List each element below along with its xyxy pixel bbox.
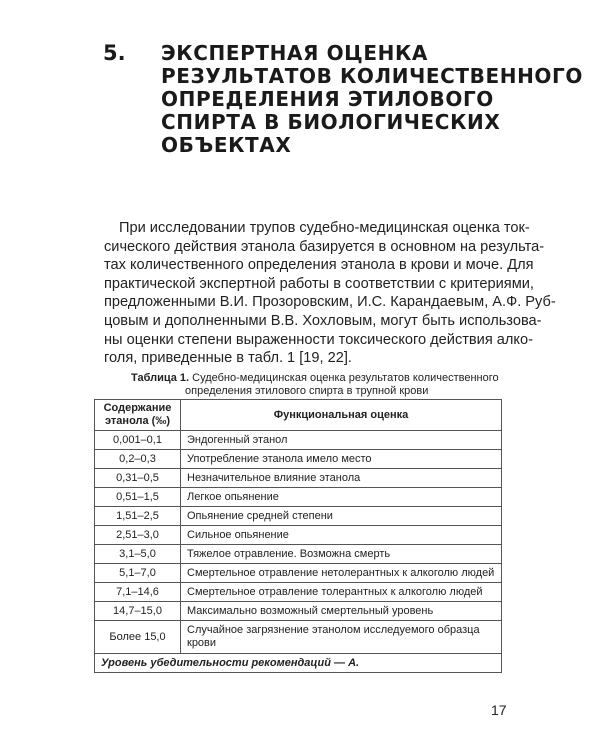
recommendation-level: Уровень убедительности рекомендаций — А.	[95, 654, 502, 673]
table-header-row	[95, 400, 502, 431]
table-row	[95, 583, 502, 602]
paragraph-line: тах количественного определения этанола в крови и моче. Для	[104, 257, 534, 274]
table-row	[95, 488, 502, 507]
assessment-cell: Максимально возможный смертельный уровень	[181, 602, 502, 621]
chapter-title-line: СПИРТА В БИОЛОГИЧЕСКИХ	[161, 110, 501, 134]
concentration-cell: 0,51–1,5	[95, 488, 181, 507]
table-caption	[131, 372, 511, 398]
assessment-cell: Смертельное отравление нетолерантных к алкоголю людей	[181, 564, 502, 583]
assessment-cell: Случайное загрязнение этанолом исследуемого образца крови	[181, 621, 502, 654]
concentration-cell: 0,001–0,1	[95, 431, 181, 450]
table-row	[95, 621, 502, 654]
table-row	[95, 431, 502, 450]
concentration-cell: Более 15,0	[95, 621, 181, 654]
paragraph-line: ны оценки степени выраженности токсического действия алко-	[104, 331, 533, 348]
ethanol-assessment-table	[94, 399, 502, 673]
assessment-cell: Эндогенный этанол	[181, 431, 502, 450]
assessment-cell: Употребление этанола имело место	[181, 450, 502, 469]
table-footer-row	[95, 654, 502, 673]
column-header-assessment: Функциональная оценка	[181, 400, 502, 431]
paragraph-line: практической экспертной работы в соответствии с критериями,	[104, 275, 534, 292]
concentration-cell: 0,31–0,5	[95, 469, 181, 488]
table-row	[95, 469, 502, 488]
paragraph-line: цовым и дополненными В.В. Хохловым, могут быть использова-	[104, 312, 542, 329]
concentration-cell: 5,1–7,0	[95, 564, 181, 583]
paragraph-line: голя, приведенные в табл. 1 [19, 22].	[104, 350, 352, 367]
paragraph-line: предложенными В.И. Прозоровским, И.С. Карандаевым, А.Ф. Руб-	[104, 294, 556, 311]
table-row	[95, 564, 502, 583]
table-row	[95, 602, 502, 621]
table-row	[95, 545, 502, 564]
paragraph-line: сического действия этанола базируется в основном на результа-	[104, 238, 545, 255]
table-caption-text: Судебно-медицинская оценка результатов количественного	[189, 372, 499, 384]
chapter-title	[161, 42, 583, 157]
table-body	[95, 431, 502, 654]
table-caption-label: Таблица 1.	[131, 372, 190, 384]
table-caption-text: определения этилового спирта в трупной крови	[185, 385, 429, 397]
column-header-concentration: Содержание этанола (‰)	[95, 400, 181, 431]
concentration-cell: 2,51–3,0	[95, 526, 181, 545]
chapter-title-line: ОПРЕДЕЛЕНИЯ ЭТИЛОВОГО	[161, 87, 494, 111]
assessment-cell: Легкое опьянение	[181, 488, 502, 507]
concentration-cell: 1,51–2,5	[95, 507, 181, 526]
assessment-cell: Тяжелое отравление. Возможна смерть	[181, 545, 502, 564]
table-row	[95, 450, 502, 469]
concentration-cell: 14,7–15,0	[95, 602, 181, 621]
assessment-cell: Незначительное влияние этанола	[181, 469, 502, 488]
chapter-number: 5.	[103, 41, 126, 65]
assessment-cell: Сильное опьянение	[181, 526, 502, 545]
table-row	[95, 507, 502, 526]
page-number: 17	[491, 702, 507, 718]
concentration-cell: 3,1–5,0	[95, 545, 181, 564]
concentration-cell: 7,1–14,6	[95, 583, 181, 602]
chapter-title-line: ЭКСПЕРТНАЯ ОЦЕНКА	[161, 41, 428, 65]
chapter-title-line: ОБЪЕКТАХ	[161, 133, 292, 157]
table-row	[95, 526, 502, 545]
assessment-cell: Опьянение средней степени	[181, 507, 502, 526]
chapter-title-line: РЕЗУЛЬТАТОВ КОЛИЧЕСТВЕННОГО	[161, 64, 583, 88]
concentration-cell: 0,2–0,3	[95, 450, 181, 469]
body-paragraph	[104, 219, 556, 368]
paragraph-line: При исследовании трупов судебно-медицинская оценка ток-	[119, 220, 530, 236]
assessment-cell: Смертельное отравление толерантных к алкоголю людей	[181, 583, 502, 602]
